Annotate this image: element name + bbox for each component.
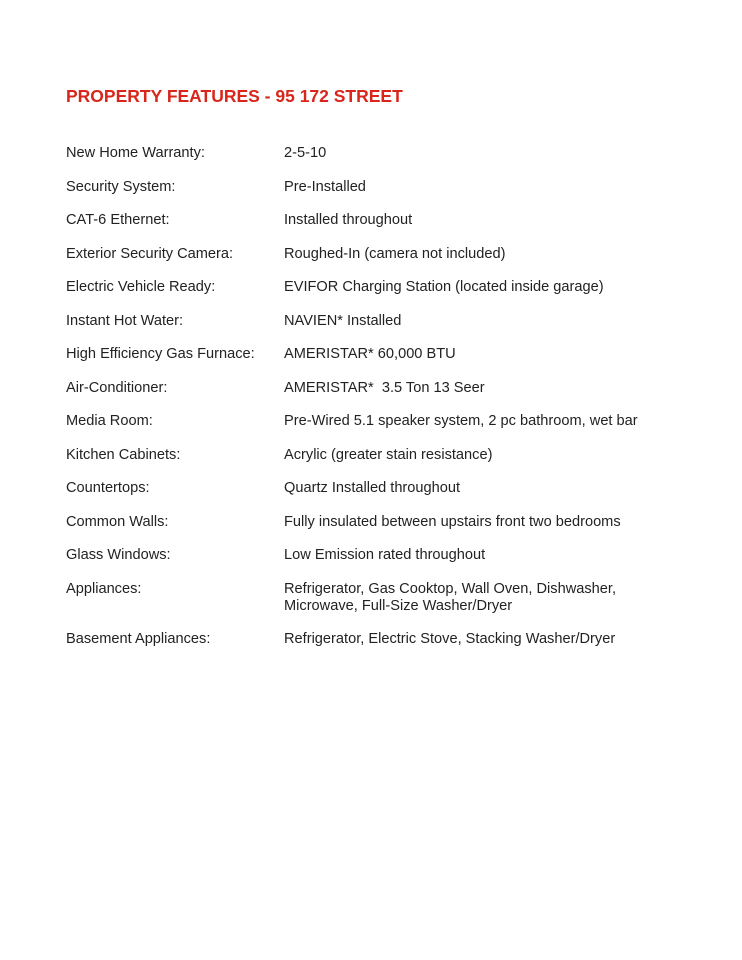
feature-row-countertops <box>66 480 706 497</box>
feature-row-media-room <box>66 413 706 430</box>
feature-label: Countertops: <box>66 480 150 496</box>
feature-label: Glass Windows: <box>66 547 171 563</box>
feature-label: Air-Conditioner: <box>66 379 168 396</box>
feature-value: Acrylic (greater stain resistance) <box>284 446 493 463</box>
feature-row-ethernet <box>66 212 706 229</box>
feature-label: Kitchen Cabinets: <box>66 446 181 463</box>
feature-row-hot-water <box>66 313 706 330</box>
page-title: PROPERTY FEATURES - 95 172 STREET <box>66 86 403 106</box>
feature-value: 2-5-10 <box>284 145 327 161</box>
feature-value: Fully insulated between upstairs front two bedrooms <box>284 513 621 530</box>
feature-label: New Home Warranty: <box>66 145 205 161</box>
feature-row-basement-appliances <box>66 631 706 648</box>
feature-label: Security System: <box>66 178 176 195</box>
feature-row-appliances <box>66 581 706 615</box>
feature-label: Basement Appliances: <box>66 630 211 647</box>
feature-label: Common Walls: <box>66 513 169 530</box>
feature-value: Quartz Installed throughout <box>284 480 461 496</box>
feature-label: Electric Vehicle Ready: <box>66 279 216 295</box>
feature-label: Appliances: <box>66 580 142 597</box>
feature-value: Installed throughout <box>284 212 413 228</box>
feature-label: High Efficiency Gas Furnace: <box>66 346 255 362</box>
feature-label: Instant Hot Water: <box>66 312 184 329</box>
feature-value: NAVIEN* Installed <box>284 312 402 329</box>
feature-row-security-system <box>66 179 706 196</box>
feature-row-air-conditioner <box>66 380 706 397</box>
feature-label: Media Room: <box>66 413 153 429</box>
feature-row-warranty <box>66 145 706 162</box>
feature-value: AMERISTAR* 3.5 Ton 13 Seer <box>284 379 485 396</box>
feature-value: Refrigerator, Electric Stove, Stacking Washer/Dryer <box>284 630 616 647</box>
feature-label: Exterior Security Camera: <box>66 245 234 262</box>
features-list <box>66 145 706 664</box>
feature-value: Pre-Wired 5.1 speaker system, 2 pc bathroom, wet bar <box>284 413 638 429</box>
feature-row-ev-ready <box>66 279 706 296</box>
feature-value: Low Emission rated throughout <box>284 547 486 563</box>
feature-label: CAT-6 Ethernet: <box>66 212 170 228</box>
feature-row-common-walls <box>66 514 706 531</box>
feature-value: AMERISTAR* 60,000 BTU <box>284 346 456 362</box>
feature-value: Pre-Installed <box>284 178 366 195</box>
feature-value: Roughed-In (camera not included) <box>284 245 506 262</box>
feature-row-security-camera <box>66 246 706 263</box>
feature-value: Refrigerator, Gas Cooktop, Wall Oven, Dishwasher, Microwave, Full-Size Washer/Dryer <box>284 580 617 614</box>
feature-row-furnace <box>66 346 706 363</box>
feature-value: EVIFOR Charging Station (located inside garage) <box>284 279 604 295</box>
feature-row-glass-windows <box>66 547 706 564</box>
feature-row-kitchen-cabinets <box>66 447 706 464</box>
